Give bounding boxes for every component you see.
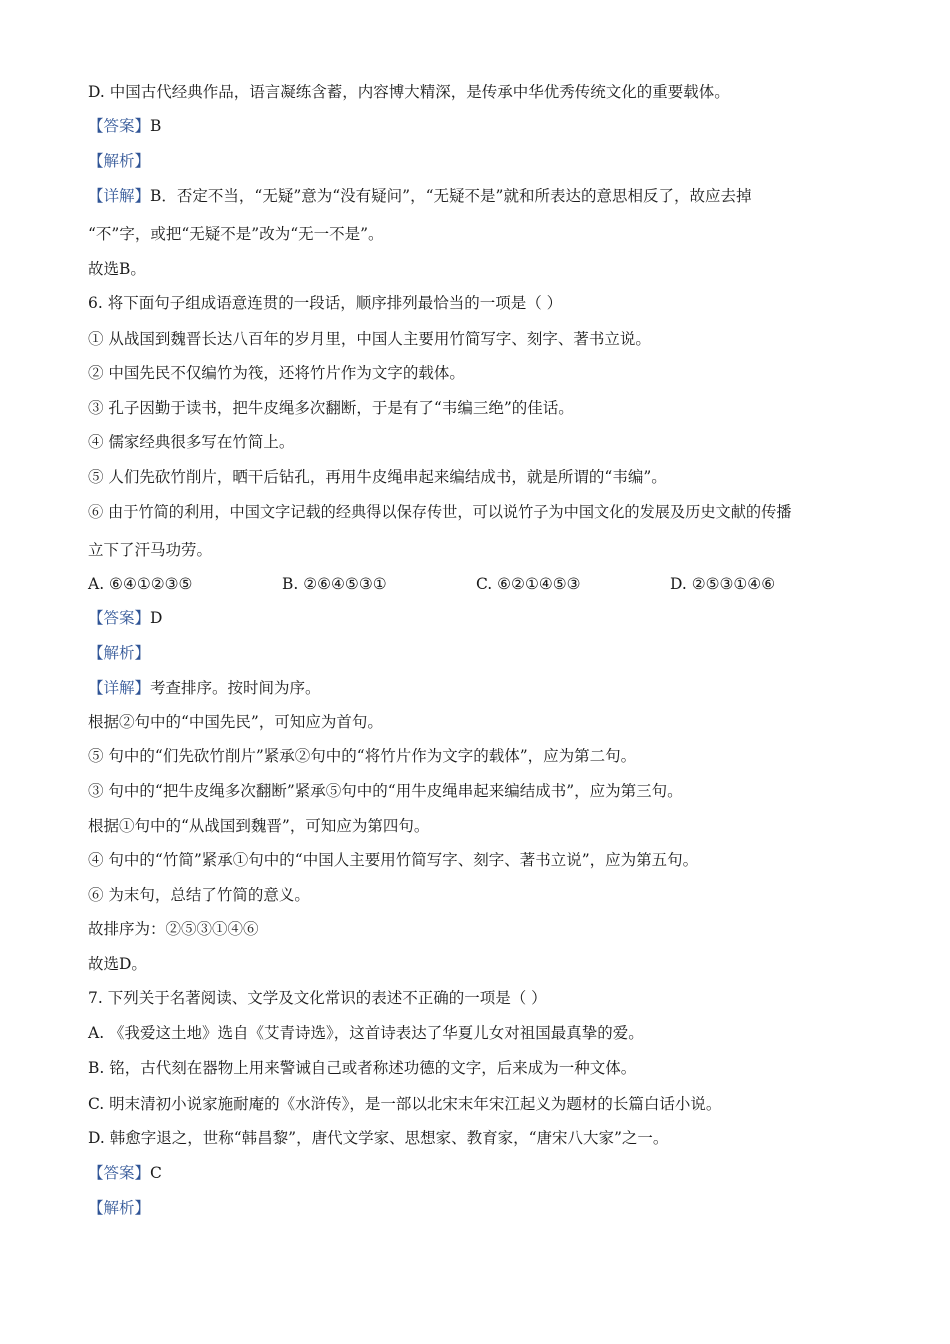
q6-conclusion: 故选D。 <box>88 955 147 973</box>
answer-value: C <box>150 1164 162 1182</box>
detail-text: 考查排序。按时间为序。 <box>150 679 321 697</box>
q6-explain-3: ③ 句中的“把牛皮绳多次翻断”紧承⑤句中的“用牛皮绳串起来编结成书”，应为第三句。 <box>88 782 683 800</box>
q5-analysis-tag: 【解析】 <box>88 152 151 170</box>
answer-value: B <box>150 117 162 135</box>
q6-order: 故排序为：②⑤③①④⑥ <box>88 920 259 938</box>
q6-stem: 6. 将下面句子组成语意连贯的一段话，顺序排列最恰当的一项是（ ） <box>88 294 563 312</box>
q6-option-d: D. ②⑤③①④⑥ <box>670 575 776 593</box>
q6-option-a: A. ⑥④①②③⑤ <box>88 575 193 593</box>
q5-detail-cont: “不”字，或把“无疑不是”改为“无一不是”。 <box>88 225 384 243</box>
q7-answer <box>88 1163 162 1183</box>
q6-sentence-4: ④ 儒家经典很多写在竹简上。 <box>88 433 295 451</box>
q6-explain-2: ⑤ 句中的“们先砍竹削片”紧承②句中的“将竹片作为文字的载体”，应为第二句。 <box>88 747 637 765</box>
q5-detail <box>88 186 751 206</box>
q5-option-d: D. 中国古代经典作品，语言凝练含蓄，内容博大精深，是传承中华优秀传统文化的重要载体。 <box>88 83 730 101</box>
q6-explain-6: ⑥ 为末句，总结了竹简的意义。 <box>88 886 310 904</box>
q6-sentence-1: ① 从战国到魏晋长达八百年的岁月里，中国人主要用竹简写字、刻字、著书立说。 <box>88 330 651 348</box>
q6-sentence-6: ⑥ 由于竹简的利用，中国文字记载的经典得以保存传世，可以说竹子为中国文化的发展及历史文献的传播 <box>88 503 792 521</box>
q6-option-b: B. ②⑥④⑤③① <box>282 575 387 593</box>
q7-option-c: C. 明末清初小说家施耐庵的《水浒传》，是一部以北宋末年宋江起义为题材的长篇白话小说。 <box>88 1095 722 1113</box>
q7-option-d: D. 韩愈字退之，世称“韩昌黎”，唐代文学家、思想家、教育家，“唐宋八大家”之一。 <box>88 1129 669 1147</box>
answer-tag: 【答案】 <box>88 117 151 135</box>
q5-conclusion: 故选B。 <box>88 260 146 278</box>
q6-sentence-3: ③ 孔子因勤于读书，把牛皮绳多次翻断，于是有了“韦编三绝”的佳话。 <box>88 399 574 417</box>
q6-sentence-6-cont: 立下了汗马功劳。 <box>88 541 213 559</box>
detail-tag: 【详解】 <box>88 187 151 205</box>
q6-sentence-5: ⑤ 人们先砍竹削片，晒干后钻孔，再用牛皮绳串起来编结成书，就是所谓的“韦编”。 <box>88 468 667 486</box>
q6-option-c: C. ⑥②①④⑤③ <box>476 575 581 593</box>
q6-answer <box>88 608 162 628</box>
answer-value: D <box>150 609 163 627</box>
q6-detail <box>88 678 321 698</box>
q7-option-b: B. 铭，古代刻在器物上用来警诫自己或者称述功德的文字，后来成为一种文体。 <box>88 1059 637 1077</box>
q6-analysis-tag: 【解析】 <box>88 644 151 662</box>
q6-explain-4: 根据①句中的“从战国到魏晋”，可知应为第四句。 <box>88 817 430 835</box>
answer-tag: 【答案】 <box>88 609 151 627</box>
detail-tag: 【详解】 <box>88 679 151 697</box>
q7-analysis-tag: 【解析】 <box>88 1199 151 1217</box>
q6-options <box>88 574 868 594</box>
q7-option-a: A. 《我爱这土地》选自《艾青诗选》，这首诗表达了华夏儿女对祖国最真挚的爱。 <box>88 1024 644 1042</box>
q6-sentence-2: ② 中国先民不仅编竹为筏，还将竹片作为文字的载体。 <box>88 364 465 382</box>
answer-tag: 【答案】 <box>88 1164 151 1182</box>
q7-stem: 7. 下列关于名著阅读、文学及文化常识的表述不正确的一项是（ ） <box>88 989 547 1007</box>
q5-answer <box>88 116 161 136</box>
q6-explain-5: ④ 句中的“竹简”紧承①句中的“中国人主要用竹简写字、刻字、著书立说”，应为第五句。 <box>88 851 699 869</box>
detail-text: B．否定不当，“无疑”意为“没有疑问”，“无疑不是”就和所表达的意思相反了，故应去掉 <box>150 187 752 205</box>
q6-explain-1: 根据②句中的“中国先民”，可知应为首句。 <box>88 713 383 731</box>
